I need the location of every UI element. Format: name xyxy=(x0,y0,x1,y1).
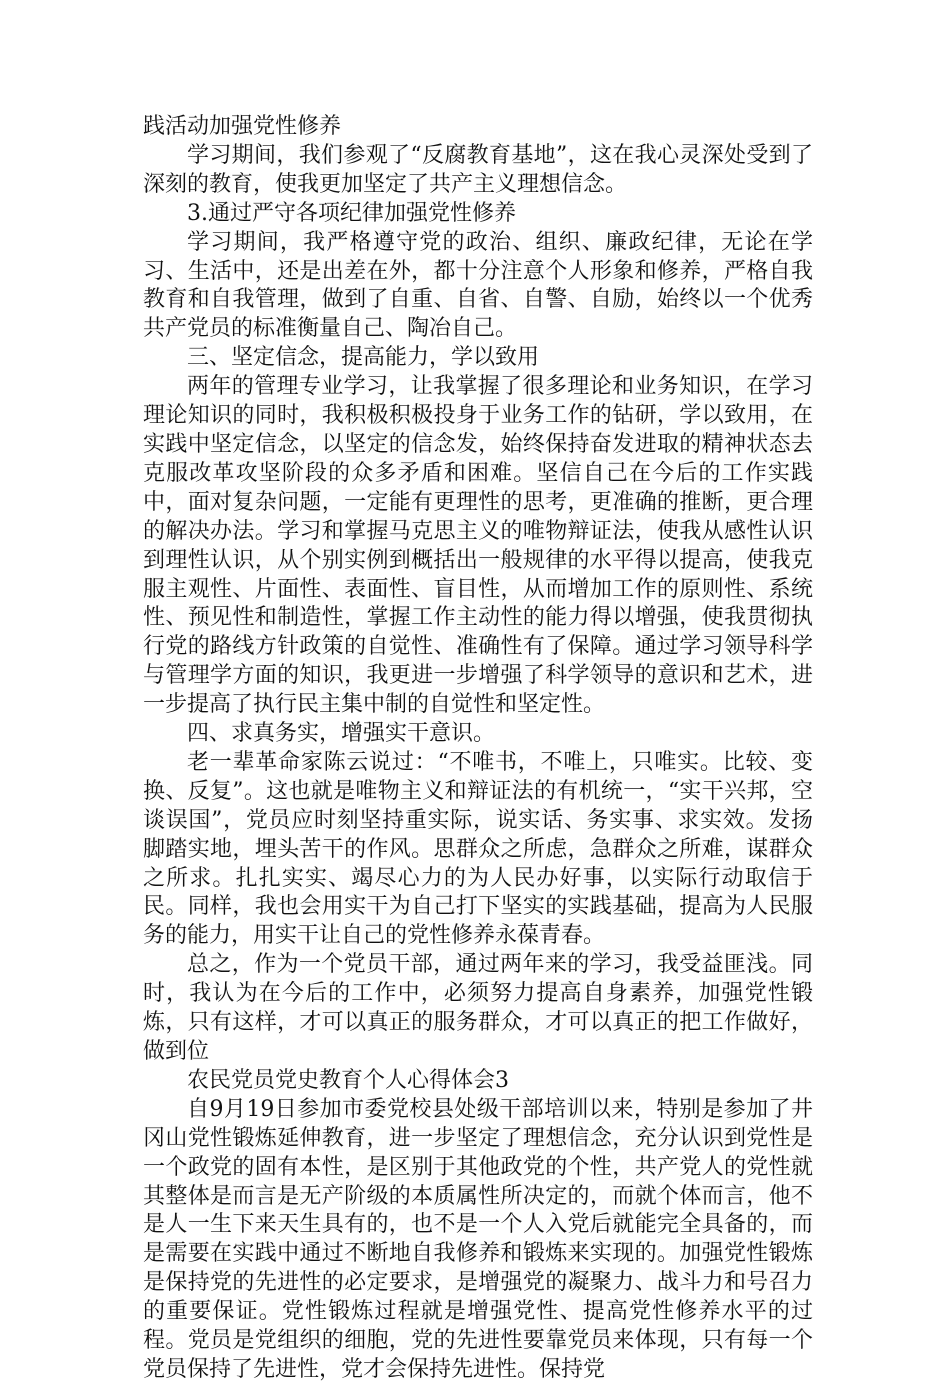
paragraph-8: 总之，作为一个党员干部，通过两年来的学习，我受益匪浅。同时，我认为在今后的工作中，必须努力提高自身素养，加强党性锻炼，只有这样，才可以真正的服务群众，才可以真正的把工作做好，做到位 xyxy=(143,952,813,1064)
article-title: 农民党员党史教育个人心得体会3 xyxy=(187,1067,509,1093)
document-page xyxy=(143,113,813,1385)
paragraph-1: 学习期间，我们参观了“反腐教育基地”，这在我心灵深处受到了深刻的教育，使我更加坚定了共产主义理想信念。 xyxy=(143,142,813,197)
section-heading-3: 3.通过严守各项纪律加强党性修养 xyxy=(187,200,516,226)
paragraph-10: 自9月19日参加市委党校县处级干部培训以来，特别是参加了井冈山党性锻炼延伸教育，进一步坚定了理想信念，充分认识到党性是一个政党的固有本性，是区别于其他政党的个性，共产党人的党性就其整体是而言是无产阶级的本质属性所决定的，而就个体而言，他不是人一生下来天生具有的，也不是一个人入党后就能完全具备的，而是需要在实践中通过不断地自我修养和锻炼来实现的。加强党性锻炼是保持党的先进性的必定要求，是增强党的凝聚力、战斗力和号召力的重要保证。党性锻炼过程就是增强党性、提高党性修养水平的过程。党员是党组织的细胞，党的先进性要靠党员来体现，只有每一个党员保持了先进性，党才会保持先进性。保持党 xyxy=(143,1096,813,1382)
paragraph-7: 老一辈革命家陈云说过：“不唯书，不唯上，只唯实。比较、变换、反复”。这也就是唯物主义和辩证法的有机统一，“实干兴邦，空谈误国”，党员应时刻坚持重实际，说实话、务实事、求实效。发扬脚踏实地，埋头苦干的作风。思群众之所虑，急群众之所难，谋群众之所求。扎扎实实、竭尽心力的为人民办好事，以实际行动取信于民。同样，我也会用实干为自己打下坚实的实践基础，提高为人民服务的能力，用实干让自己的党性修养永葆青春。 xyxy=(143,749,813,949)
paragraph-0: 践活动加强党性修养 xyxy=(143,114,342,139)
paragraph-3: 学习期间，我严格遵守党的政治、组织、廉政纪律，无论在学习、生活中，还是出差在外，都十分注意个人形象和修养，严格自我教育和自我管理，做到了自重、自省、自警、自励，始终以一个优秀共产党员的标准衡量自己、陶冶自己。 xyxy=(143,229,813,342)
section-heading-san: 三、坚定信念，提高能力，学以致用 xyxy=(187,345,540,371)
paragraph-5: 两年的管理专业学习，让我掌握了很多理论和业务知识，在学习理论知识的同时，我积极积极投身于业务工作的钻研，学以致用，在实践中坚定信念，以坚定的信念发，始终保持奋发进取的精神状态去克服改革攻坚阶段的众多矛盾和困难。坚信自己在今后的工作实践中，面对复杂问题，一定能有更理性的思考，更准确的推断，更合理的解决办法。学习和掌握马克思主义的唯物辩证法，使我从感性认识到理性认识，从个别实例到概括出一般规律的水平得以提高，使我克服主观性、片面性、表面性、盲目性，从而增加工作的原则性、系统性、预见性和制造性，掌握工作主动性的能力得以增强，使我贯彻执行党的路线方针政策的自觉性、准确性有了保障。通过学习领导科学与管理学方面的知识，我更进一步增强了科学领导的意识和艺术，进一步提高了执行民主集中制的自觉性和坚定性。 xyxy=(143,374,813,718)
section-heading-si: 四、求真务实，增强实干意识。 xyxy=(187,721,496,747)
